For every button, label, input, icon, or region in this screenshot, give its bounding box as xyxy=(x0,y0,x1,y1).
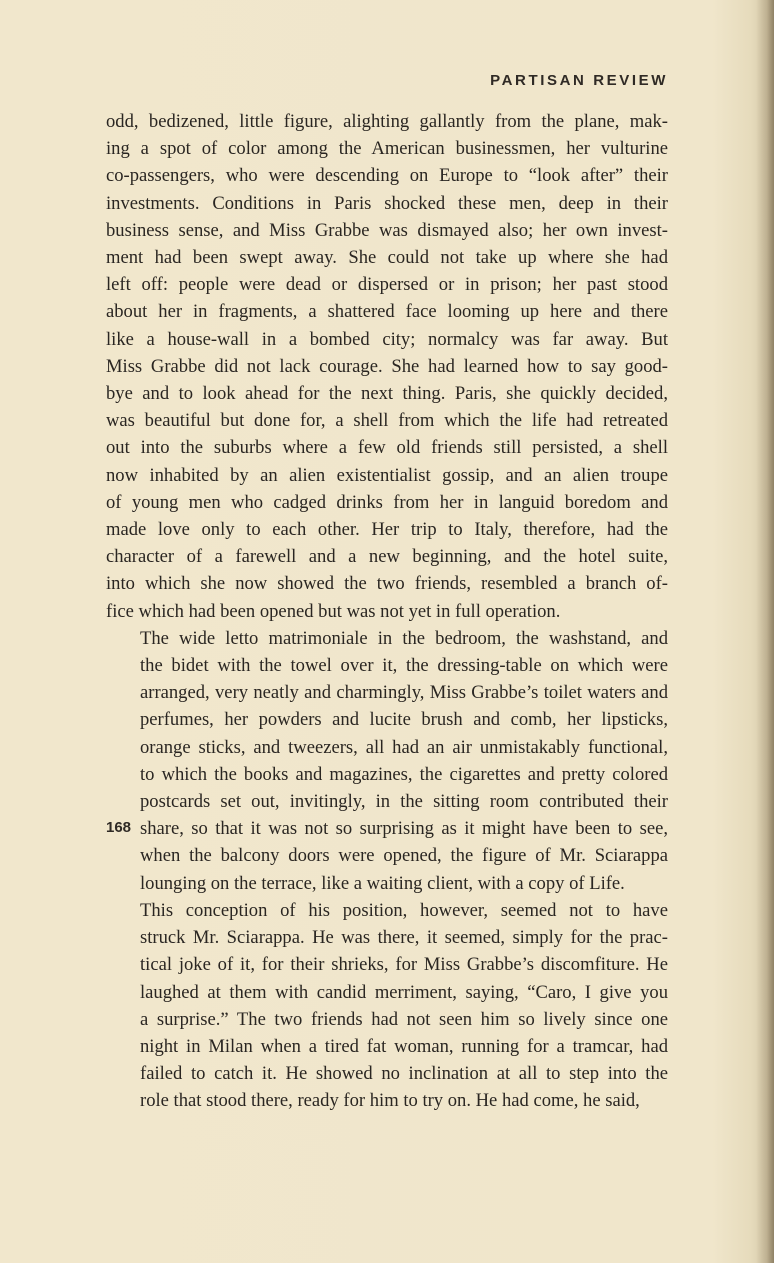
text-line: fice which had been opened but was not yet in full operation. xyxy=(106,600,561,622)
text-line: out into the suburbs where a few old friends still persisted, a shell xyxy=(106,437,668,459)
text-line: tical joke of it, for their shrieks, for Miss Grabbe’s discomfiture. He xyxy=(140,954,668,976)
text-line: The wide letto matrimoniale in the bedroom, the washstand, and xyxy=(140,627,668,649)
paragraph-3 xyxy=(106,897,668,1115)
text-line: failed to catch it. He showed no inclination at all to step into the xyxy=(140,1063,668,1085)
paragraph-2 xyxy=(106,625,668,897)
text-line: about her in fragments, a shattered face looming up here and there xyxy=(106,301,668,323)
paragraph-1 xyxy=(106,108,668,625)
text-line: struck Mr. Sciarappa. He was there, it seemed, simply for the prac- xyxy=(140,927,668,949)
text-line: share, so that it was not so surprising as it might have been to see, xyxy=(140,818,668,840)
running-header: PARTISAN REVIEW xyxy=(490,72,668,89)
text-line: Miss Grabbe did not lack courage. She had learned how to say good- xyxy=(106,355,668,377)
text-line: like a house-wall in a bombed city; normalcy was far away. But xyxy=(106,328,668,350)
text-line: when the balcony doors were opened, the figure of Mr. Sciarappa xyxy=(140,845,668,867)
text-line: character of a farewell and a new beginning, and the hotel suite, xyxy=(106,546,668,568)
text-line: ment had been swept away. She could not take up where she had xyxy=(106,247,668,269)
text-line: bye and to look ahead for the next thing. Paris, she quickly decided, xyxy=(106,383,668,405)
text-line: This conception of his position, however, seemed not to have xyxy=(140,899,668,921)
text-line: night in Milan when a tired fat woman, running for a tramcar, had xyxy=(140,1035,668,1057)
text-line: investments. Conditions in Paris shocked these men, deep in their xyxy=(106,192,668,214)
page-edge-shadow xyxy=(756,0,774,1263)
text-line: laughed at them with candid merriment, saying, “Caro, I give you xyxy=(140,981,668,1003)
text-line: role that stood there, ready for him to try on. He had come, he said, xyxy=(140,1090,640,1112)
body-text xyxy=(106,108,668,1115)
text-line: lounging on the terrace, like a waiting client, with a copy of Life. xyxy=(140,872,625,894)
text-line: now inhabited by an alien existentialist gossip, and an alien troupe xyxy=(106,464,668,486)
text-line: orange sticks, and tweezers, all had an air unmistakably functional, xyxy=(140,736,668,758)
text-line: a surprise.” The two friends had not seen him so lively since one xyxy=(140,1008,668,1030)
text-line: business sense, and Miss Grabbe was dismayed also; her own invest- xyxy=(106,219,668,241)
text-line: arranged, very neatly and charmingly, Miss Grabbe’s toilet waters and xyxy=(140,682,668,704)
text-line: of young men who cadged drinks from her in languid boredom and xyxy=(106,491,668,513)
text-line: to which the books and magazines, the cigarettes and pretty colored xyxy=(140,763,668,785)
page-number: 168 xyxy=(106,819,132,836)
text-line: made love only to each other. Her trip to Italy, therefore, had the xyxy=(106,519,668,541)
text-line: was beautiful but done for, a shell from which the life had retreated xyxy=(106,410,668,432)
text-line: ing a spot of color among the American businessmen, her vulturine xyxy=(106,138,668,160)
text-line: left off: people were dead or dispersed or in prison; her past stood xyxy=(106,274,668,296)
text-line: co-passengers, who were descending on Europe to “look after” their xyxy=(106,165,668,187)
text-line: into which she now showed the two friends, resembled a branch of- xyxy=(106,573,668,595)
text-line: the bidet with the towel over it, the dressing-table on which were xyxy=(140,655,668,677)
text-line: odd, bedizened, little figure, alighting gallantly from the plane, mak- xyxy=(106,111,668,132)
text-line: perfumes, her powders and lucite brush and comb, her lipsticks, xyxy=(140,709,668,731)
text-line: postcards set out, invitingly, in the sitting room contributed their xyxy=(140,791,668,813)
